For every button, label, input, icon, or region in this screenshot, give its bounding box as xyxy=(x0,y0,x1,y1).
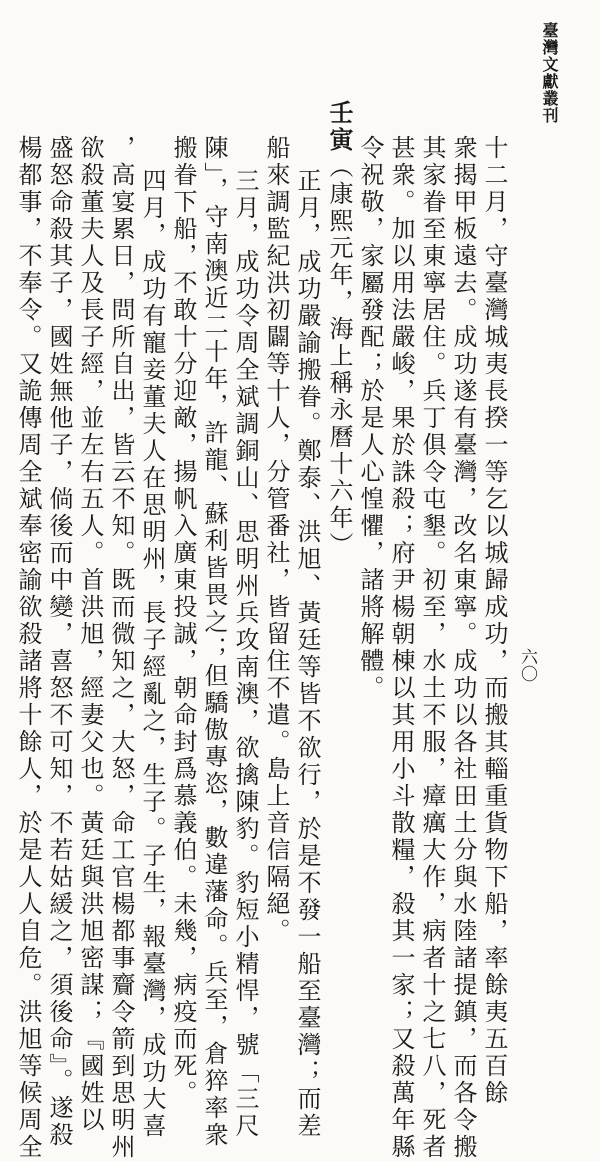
section-heading xyxy=(327,100,351,559)
text-column: 搬眷下船，不敢十分迎敵，揚帆入廣東投誠，朝命封爲慕義伯。未幾，病疫而死。 xyxy=(169,135,197,1107)
text-column: ，高宴累日，問所自出，皆云不知。既而微知之，大怒，命工官楊都事齎令箭到思明州 xyxy=(107,135,135,1161)
text-column: 正月，成功嚴諭搬眷。鄭泰、洪旭、黃廷等皆不欲行，於是不發一船至臺灣；而差 xyxy=(293,168,321,1140)
text-column: 十二月，守臺灣城夷長揆一等乞以城歸成功，而搬其輜重貨物下船，率餘夷五百餘 xyxy=(480,135,508,1107)
text-column: 盛怒命殺其子，國姓無他子，倘後而中變，喜怒不可知，不若姑緩之，須後命』。遂殺 xyxy=(45,135,73,1149)
page-number: 六〇 xyxy=(517,648,537,682)
text-column: 欲殺董夫人及長子經，並左右五人。首洪旭，經妻父也。黃廷與洪旭密謀；『國姓以 xyxy=(76,135,104,1134)
text-column: 甚衆。加以用法嚴峻，果於誅殺；府尹楊朝棟以其用小斗散糧，殺其一家；又殺萬年縣 xyxy=(387,135,415,1161)
section-label: 壬寅 xyxy=(325,100,353,154)
text-column: 船來調監紀洪初闢等十人，分管番社，皆留住不遣。島上音信隔絕。 xyxy=(262,135,290,945)
text-column: 三月，成功令周全斌調銅山、思明州兵攻南澳，欲擒陳豹。豹短小精悍，號「三尺 xyxy=(231,168,259,1140)
text-column: 楊都事，不奉令。又詭傳周全斌奉密諭欲殺諸將十餘人，於是人人自危。洪旭等候周全 xyxy=(14,135,42,1161)
text-column: 衆揭甲板遠去。成功遂有臺灣，改名東寧。成功以各社田土分與水陸諸提鎮，而各令搬 xyxy=(449,135,477,1161)
text-column: 陳」，守南澳近二十年，許龍、蘇利皆畏之；但驕傲專恣，數違藩命。兵至，倉猝率衆 xyxy=(200,135,228,1149)
section-note: （康熙元年，海上稱永曆十六年） xyxy=(325,154,353,559)
text-column: 四月，成功有寵妾董夫人在思明州，長子經亂之，生子。子生，報臺灣，成功大喜 xyxy=(138,168,166,1140)
running-title: 臺灣文獻叢刊 xyxy=(540,22,559,124)
text-column: 令祝敬，家屬發配；於是人心惶懼，諸將解體。 xyxy=(356,135,384,702)
text-column: 其家眷至東寧居住。兵丁俱令屯墾。初至，水土不服，瘴癘大作，病者十之七八，死者 xyxy=(418,135,446,1161)
